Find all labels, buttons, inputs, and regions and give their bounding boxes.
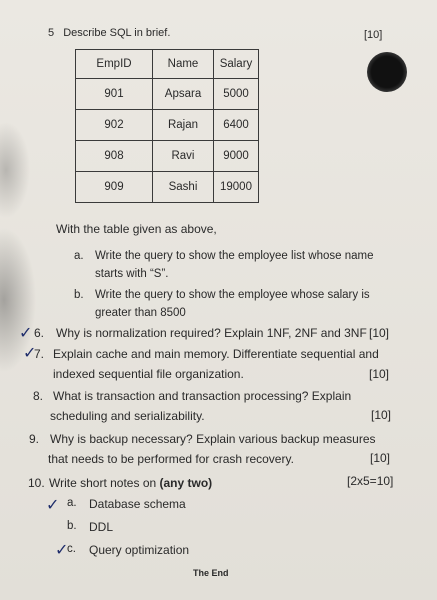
part-a-line1: Write the query to show the employee list whose name bbox=[95, 250, 374, 262]
table-row bbox=[76, 79, 259, 110]
part-10b-label: b. bbox=[67, 520, 77, 532]
question-8-line1: What is transaction and transaction processing? Explain bbox=[53, 389, 352, 403]
part-10b-text: DDL bbox=[89, 520, 114, 534]
question-8-line2: scheduling and serializability. bbox=[50, 409, 205, 423]
column-header-empid: EmpID bbox=[76, 50, 153, 79]
table-cell: 9000 bbox=[214, 141, 259, 172]
question-8-number: 8. bbox=[33, 389, 44, 403]
the-end-footer: The End bbox=[193, 568, 229, 578]
part-a-line2: starts with “S”. bbox=[95, 268, 169, 280]
question-7-line1: Explain cache and main memory. Differentiate sequential and bbox=[53, 347, 379, 361]
question-7-marks: [10] bbox=[369, 367, 390, 381]
table-intro: With the table given as above, bbox=[56, 222, 217, 236]
table-row bbox=[76, 172, 259, 203]
employee-table bbox=[75, 49, 259, 203]
part-b-line2: greater than 8500 bbox=[95, 307, 186, 319]
ink-blot bbox=[367, 52, 407, 92]
table-cell: Apsara bbox=[153, 79, 214, 110]
table-cell: 6400 bbox=[214, 110, 259, 141]
table-cell: 902 bbox=[76, 110, 153, 141]
table-cell: 901 bbox=[76, 79, 153, 110]
table-row bbox=[76, 110, 259, 141]
table-cell: 908 bbox=[76, 141, 153, 172]
part-10c-text: Query optimization bbox=[89, 543, 190, 557]
checkmark-icon: ✓ bbox=[55, 540, 69, 559]
question-5 bbox=[48, 27, 170, 39]
question-9-number: 9. bbox=[29, 432, 40, 446]
question-10-label: Write short notes on bbox=[49, 476, 157, 490]
part-b-line1: Write the query to show the employee whose salary is bbox=[95, 289, 370, 301]
checkmark-icon: ✓ bbox=[46, 495, 60, 514]
question-10-text bbox=[49, 476, 212, 490]
table-row bbox=[76, 141, 259, 172]
table-cell: Sashi bbox=[153, 172, 214, 203]
table-cell: Ravi bbox=[153, 141, 214, 172]
question-10-marks: [2x5=10] bbox=[347, 474, 394, 488]
question-7-number: 7. bbox=[34, 347, 45, 361]
part-10a-text: Database schema bbox=[89, 497, 186, 511]
question-10-number: 10. bbox=[28, 476, 45, 490]
part-10c-label: c. bbox=[67, 543, 76, 555]
table-cell: 909 bbox=[76, 172, 153, 203]
column-header-name: Name bbox=[153, 50, 214, 79]
question-9-marks: [10] bbox=[370, 451, 391, 465]
question-5-marks: [10] bbox=[364, 29, 383, 41]
table-cell: Rajan bbox=[153, 110, 214, 141]
question-6-marks: [10] bbox=[369, 326, 390, 340]
question-9-line2: that needs to be performed for crash recovery. bbox=[48, 452, 294, 466]
part-a-label: a. bbox=[74, 250, 84, 262]
table-cell: 5000 bbox=[214, 79, 259, 110]
question-8-marks: [10] bbox=[371, 408, 392, 422]
table-cell: 19000 bbox=[214, 172, 259, 203]
question-6-number: 6. bbox=[34, 326, 45, 340]
question-10-bold: (any two) bbox=[159, 476, 213, 490]
checkmark-icon: ✓ bbox=[23, 343, 37, 362]
question-9-line1: Why is backup necessary? Explain various backup measures bbox=[50, 432, 376, 446]
question-5-text: Describe SQL in brief. bbox=[63, 27, 171, 39]
question-5-number: 5 bbox=[48, 27, 55, 39]
part-b-label: b. bbox=[74, 289, 84, 301]
part-10a-label: a. bbox=[67, 497, 77, 509]
question-7-line2: indexed sequential file organization. bbox=[53, 367, 244, 381]
question-6-text: Why is normalization required? Explain 1NF, 2NF and 3NF bbox=[56, 326, 367, 340]
column-header-salary: Salary bbox=[214, 50, 259, 79]
checkmark-icon: ✓ bbox=[19, 323, 33, 342]
table-header-row bbox=[76, 50, 259, 79]
